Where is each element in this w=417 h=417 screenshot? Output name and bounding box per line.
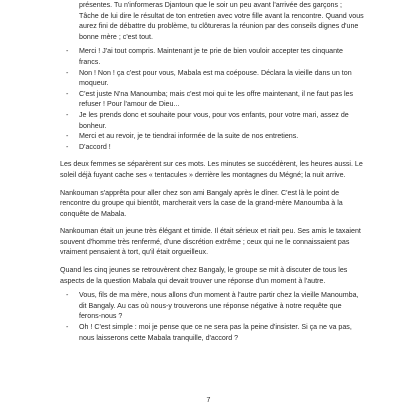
narrative-paragraph: Les deux femmes se séparèrent sur ces mots. Les minutes se succédèrent, les heures aussi. Le soleil déjà fuyant cache ses « tentacules » derrière les montagnes du Mégné; la nuit arrive. — [60, 160, 363, 179]
dialogue-line: - Merci et au revoir, je te tiendrai informée de la suite de nos entretiens. — [60, 131, 365, 142]
dialogue-line: - Je les prends donc et souhaite pour vous, pour vos enfants, pour votre mari, assez de bonheur. — [60, 110, 365, 131]
dialogue-line: - Oh ! C'est simple : moi je pense que ce ne sera pas la peine d'insister. Si ça ne va pas, nous laisserons cette Mabala tranquille, d'accord ? — [60, 322, 365, 343]
dialogue-block-2 — [60, 290, 365, 343]
dialogue-block-1 — [60, 46, 365, 152]
intro-line: présentes. Tu n'informeras Djantoun que le soir un peu avant l'arrivée des garçons ; — [79, 1, 342, 9]
dialogue-line: - Vous, fils de ma mère, nous allons d'un moment à l'autre partir chez la vieille Manoumba, dit Bangaly. Au cas où nous-y trouverons une réponse négative à notre requête que ferons-nous ? — [60, 290, 365, 322]
dialogue-line: - C'est juste N'na Manoumba; mais c'est moi qui te les offre maintenant, il ne faut pas les refuser ! Pour l'amour de Dieu... — [60, 89, 365, 110]
narrative-paragraph: Nankouman s'apprêta pour aller chez son ami Bangaly après le dîner. C'est là le point de rencontre du groupe qui bientôt, marcherait vers la case de la grand-mère Manoumba à la conquête de Mabala. — [60, 188, 343, 218]
intro-paragraph: Tâche de lui dire le résultat de ton entretien avec votre fille avant la rencontre. Quand vous aurez fini de débattre du problème, tu clôtureras la réunion par des conseils dignes d'une bonne mère ; c'est tout. — [79, 11, 364, 41]
dialogue-line: - Merci ! J'ai tout compris. Maintenant je te prie de bien vouloir accepter tes cinquante francs. — [60, 46, 365, 67]
narrative-paragraph: Nankouman était un jeune très élégant et timide. Il était sérieux et riait peu. Ses amis le taxaient souvent d'homme très renfermé, d'une discrétion extrême ; ceux qui ne le connaissaient pas vraiment pensaient à tort, qu'il était orgueilleux. — [60, 227, 361, 257]
dialogue-line: - D'accord ! — [60, 142, 365, 153]
page-number: 7 — [206, 397, 211, 405]
narrative-paragraph: Quand les cinq jeunes se retrouvèrent chez Bangaly, le groupe se mit à discuter de tous les aspects de la question Mabala qui devait trouver une réponse d'un moment à l'autre. — [60, 266, 348, 285]
dialogue-line: - Non ! Non ! ça c'est pour vous, Mabala est ma coépouse. Déclara la vieille dans un ton moqueur. — [60, 68, 365, 89]
